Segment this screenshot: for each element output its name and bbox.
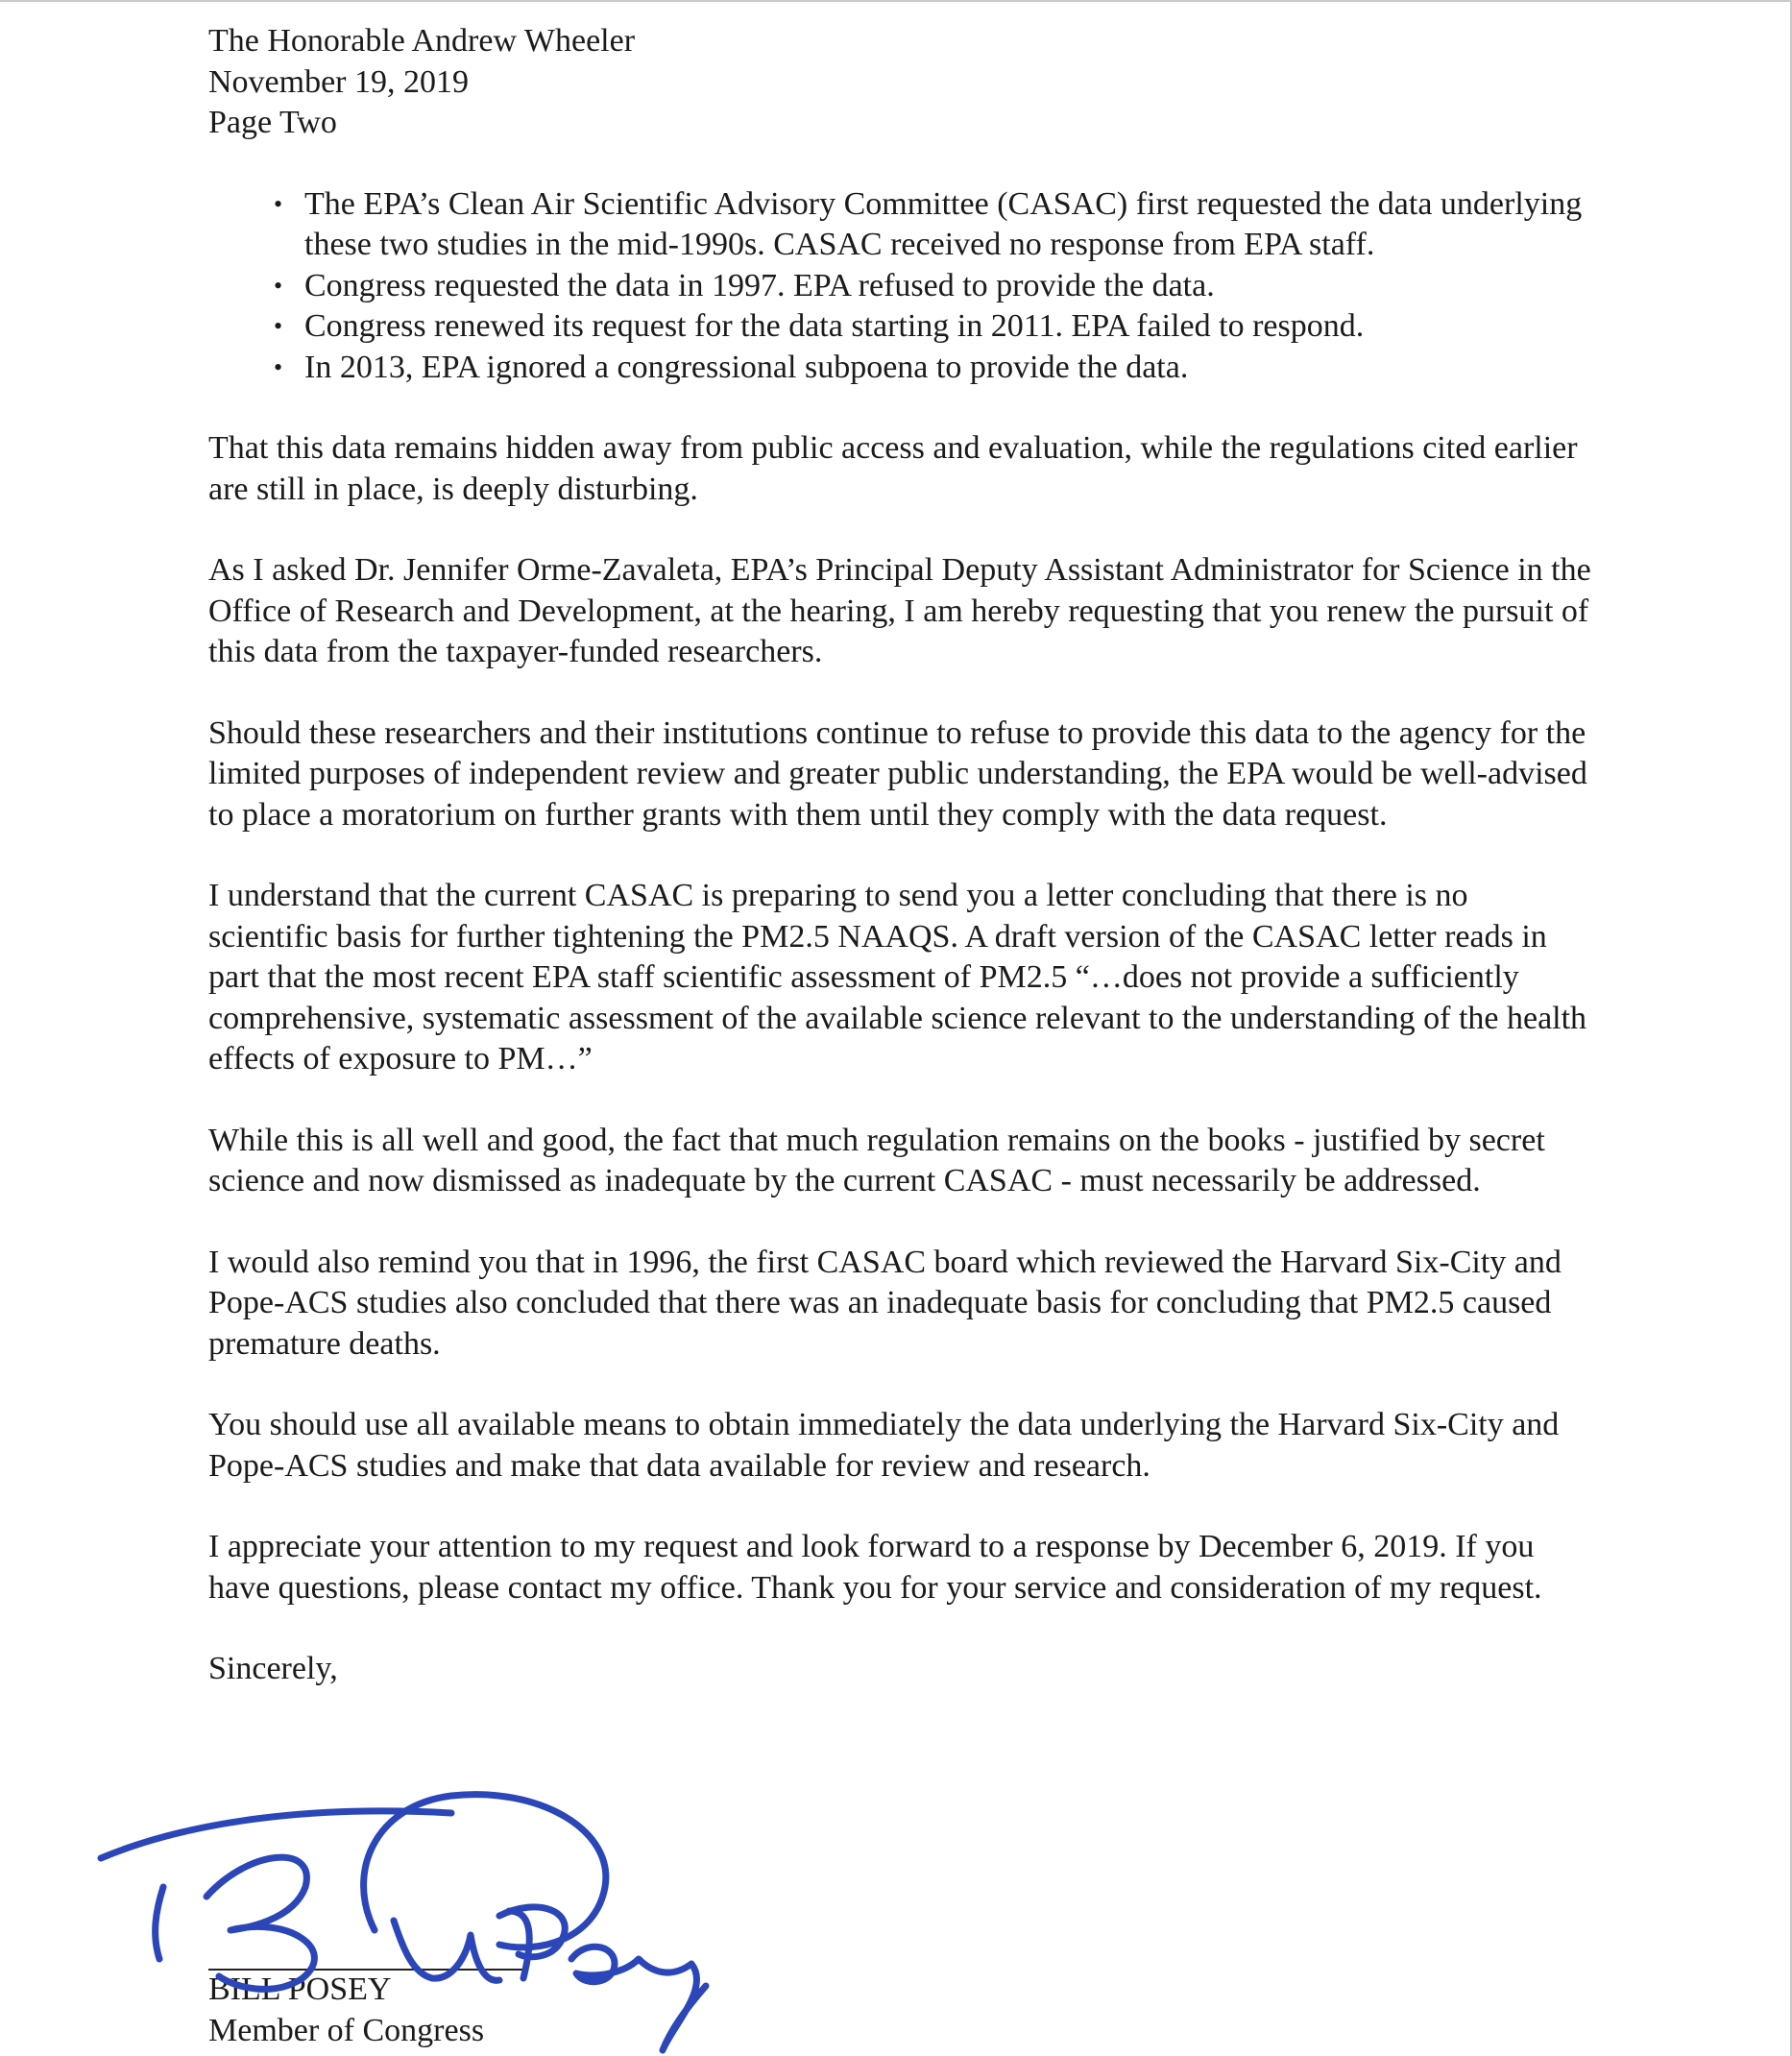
bullet-list bbox=[208, 184, 1591, 389]
paragraph-casac-letter: I understand that the current CASAC is preparing to send you a letter concluding that there is no scientific basis for further tightening the PM2.5 NAAQS. A draft version of the CASAC letter reads in part that the most recent EPA staff scientific assessment of PM2.5 “…does not provide a sufficiently comprehensive, systematic assessment of the available science relevant to the understanding of the health effects of exposure to PM…” bbox=[208, 878, 1587, 1076]
paragraph-secret-science: While this is all well and good, the fact that much regulation remains on the books - justified by secret science and now dismissed as inadequate by the current CASAC - must necessarily be addressed. bbox=[208, 1122, 1545, 1198]
closing-salutation: Sincerely, bbox=[208, 1651, 338, 1686]
signer-name: BILL POSEY bbox=[208, 1971, 392, 2007]
paragraph-obtain-data: You should use all available means to obtain immediately the data underlying the Harvard Six-City and Pope-ACS studies and make that data available for review and research. bbox=[208, 1407, 1560, 1484]
letter-body bbox=[208, 21, 1591, 1690]
recipient-line: The Honorable Andrew Wheeler bbox=[208, 23, 636, 59]
paragraph-moratorium: Should these researchers and their institutions continue to refuse to provide this data to the agency for the limited purposes of independent review and greater public understanding, the EPA would be well-advised to place a moratorium on further grants with them until they comply with the data request. bbox=[208, 714, 1587, 833]
paragraph-renew-pursuit: As I asked Dr. Jennifer Orme-Zavaleta, EPA’s Principal Deputy Assistant Administrator for Science in the Office of Research and Development, at the hearing, I am hereby requesting that you renew the pursuit of this data from the taxpayer-funded researchers. bbox=[208, 552, 1591, 669]
date-line: November 19, 2019 bbox=[208, 63, 470, 100]
bullet-item: • The EPA’s Clean Air Scientific Advisory Committee (CASAC) first requested the data underlying these two studies in the mid-1990s. CASAC received no response from EPA staff. bbox=[274, 184, 1591, 266]
bullet-item: • Congress renewed its request for the data starting in 2011. EPA failed to respond. bbox=[274, 306, 1591, 348]
paragraph-hidden-data: That this data remains hidden away from public access and evaluation, while the regulations cited earlier are still in place, is deeply disturbing. bbox=[208, 430, 1578, 507]
bullet-item: • In 2013, EPA ignored a congressional subpoena to provide the data. bbox=[274, 348, 1591, 389]
signer-title: Member of Congress bbox=[208, 2012, 485, 2048]
signer-block bbox=[208, 1970, 484, 2051]
bullet-item: • Congress requested the data in 1997. EPA refused to provide the data. bbox=[274, 266, 1591, 307]
paragraph-1996-review: I would also remind you that in 1996, the first CASAC board which reviewed the Harvard Six-City and Pope-ACS studies also concluded that there was an inadequate basis for concluding that PM2.5 caused premature deaths. bbox=[208, 1244, 1562, 1362]
page-number-line: Page Two bbox=[208, 105, 337, 140]
paragraph-appreciation: I appreciate your attention to my request and look forward to a response by December 6, 2019. If you have questions, please contact my office. Thank you for your service and consideration of my request. bbox=[208, 1529, 1542, 1606]
